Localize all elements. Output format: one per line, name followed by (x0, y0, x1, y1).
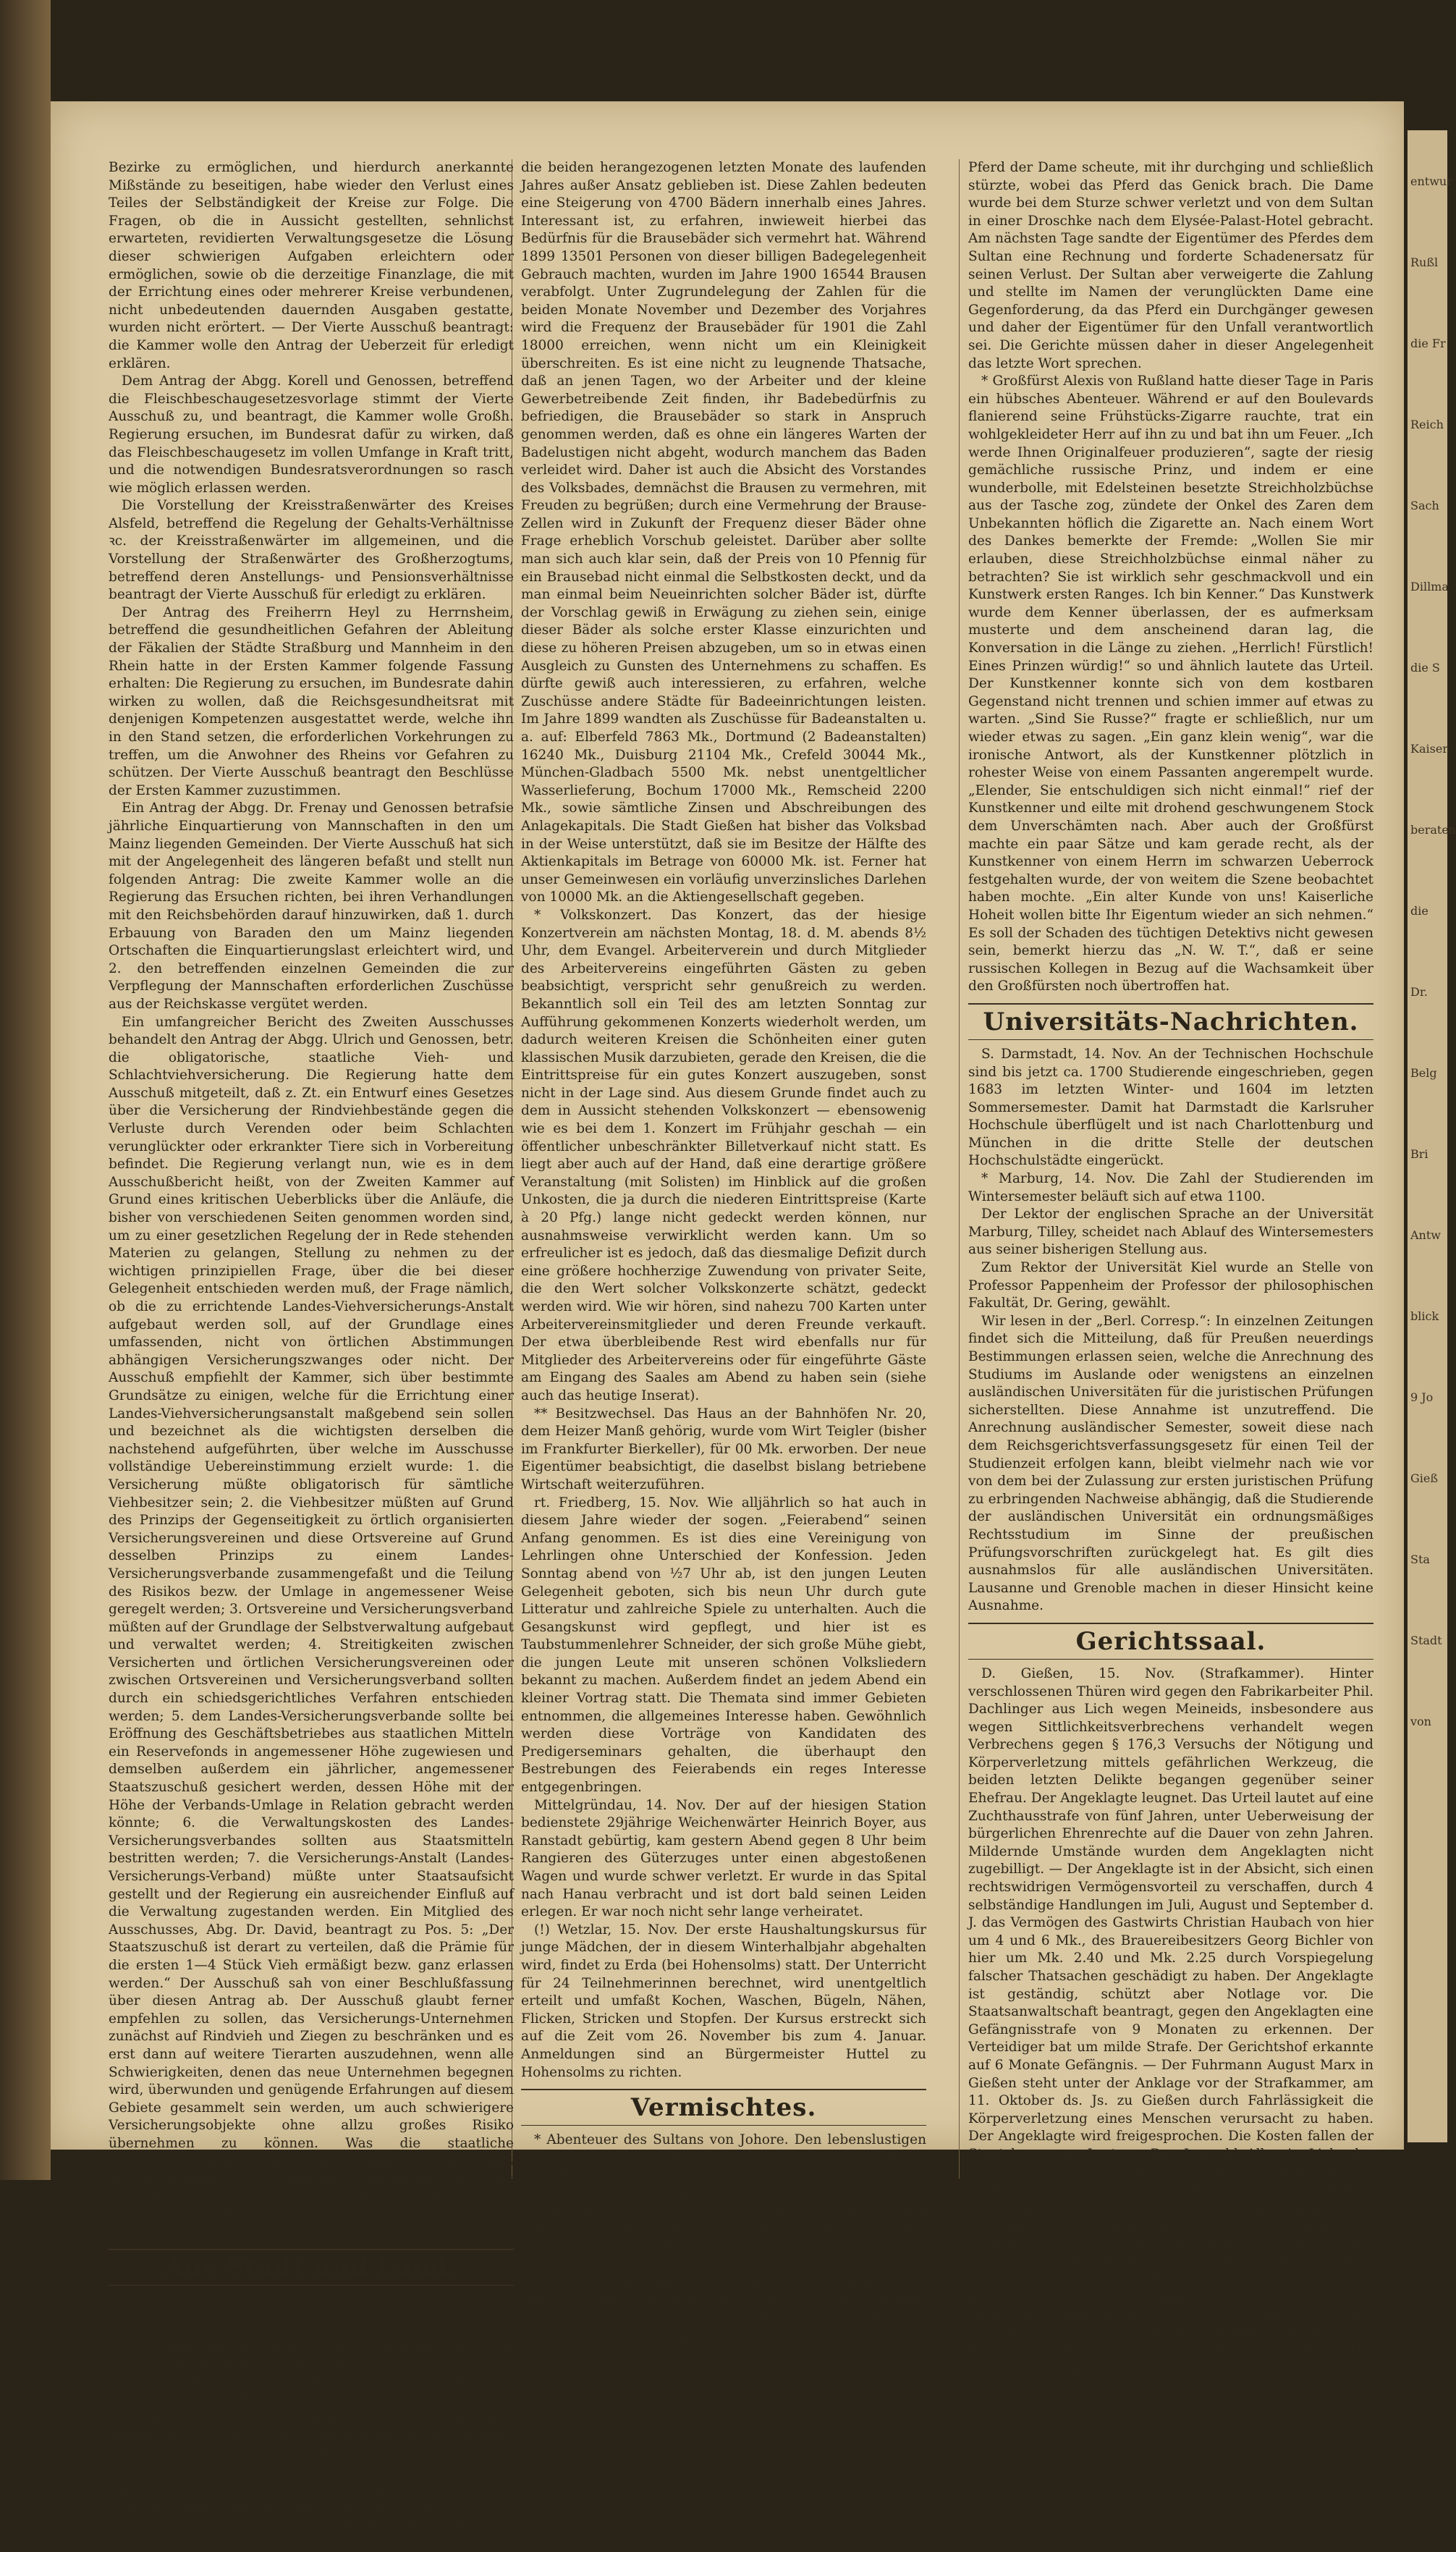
article-paragraph: Dem Antrag der Abgg. Korell und Genossen, betreffend die Fleischbeschaugesetzesvorlage stimmt der Vierte Ausschuß zu, und beantragt, die Kammer wolle Großh. Regierung ersuchen, im Bundesrat dafür zu wirken, daß das Fleischbeschaugesetz im vollen Umfange in Kraft tritt, und die notwendigen Bundesratsverordnungen so rasch wie möglich erlassen werden. (109, 373, 514, 496)
adjacent-page-fragment: die S (1410, 661, 1440, 675)
article-paragraph: die beiden herangezogenen letzten Monate des laufenden Jahres außer Ansatz geblieben ist. Diese Zahlen bedeuten eine Steigerung von 4700 Bädern innerhalb eines Jahres. Interessant ist, zu erfahren, inwieweit hierbei das Bedürfnis für die Brausebäder sich vermehrt hat. Während 1899 13501 Personen von dieser billigen Badegelegenheit Gebrauch machten, wurden im Jahre 1900 16544 Brausen verabfolgt. Unter Zugrundelegung der Zahlen für die beiden Monate November und Dezember des Vorjahres wird die Frequenz der Brausebäder für 1901 die Zahl 18000 erreichen, wenn nicht um ein Kleinigkeit überschreiten. Es ist eine nicht zu leugnende Thatsache, daß an jenen Tagen, wo der Arbeiter und der kleine Gewerbetreibende Zeit finden, ihr Badebedürfnis zu befriedigen, die Brausebäder so stark in Anspruch genommen werden, daß es ohne ein längeres Warten der Badelustigen nicht abgeht, wodurch manchem das Baden verleidet wird. Daher ist auch die Absicht des Vorstandes des Volksbades, demnächst die Brausen zu vermehren, mit Freuden zu begrüßen; durch eine Vermehrung der Brause-Zellen wird in Zukunft der Frequenz dieser Bäder ohne Frage erheblich Vorschub geleistet. Darüber aber sollte man sich auch klar sein, daß der Preis von 10 Pfennig für ein Brausebad nicht einmal die Selbstkosten deckt, und da man einmal beim Neueinrichten solcher Bäder ist, dürfte der Vorschlag gewiß in Erwägung zu ziehen sein, einige dieser Bäder als solche erster Klasse einzurichten und diese zu höheren Preisen abzugeben, um so in etwas einen Ausgleich zu Gunsten des Unternehmens zu schaffen. Es dürfte gewiß auch interessieren, zu erfahren, welche Zuschüsse andere Städte für Badeeinrichtungen leisten. Im Jahre 1899 wandten als Zuschüsse für Badeanstalten u. a. auf: Elberfeld 7863 Mk., Dortmund (2 Badeanstalten) 16240 Mk., Duisburg 21104 Mk., Crefeld 30044 Mk., München-Gladbach 5500 Mk. nebst unentgeltlicher Wasserlieferung, Bochum 17000 Mk., Remscheid 2200 Mk., sowie sämtliche Zinsen und Abschreibungen des Anlagekapitals. Die Stadt Gießen hat bisher das Volksbad in der Weise unterstützt, daß sie im Besitze der Hälfte des Aktienkapitals im Betrage von 60000 Mk. ist. Ferner hat unser Gemeinwesen ein vorläufig unverzinsliches Darlehen von 10000 Mk. an die Aktiengesellschaft gegeben. (521, 160, 926, 905)
article-paragraph: Wir lesen in der „Berl. Corresp.“: In einzelnen Zeitungen findet sich die Mitteilung, daß für Preußen neuerdings Bestimmungen erlassen seien, welche die Anrechnung des Studiums im Auslande oder wenigstens an einzelnen ausländischen Universitäten für die juristischen Prüfungen sicherstellten. Diese Annahme ist unzutreffend. Die Anrechnung ausländischer Semester, soweit diese nach dem Reichsgerichtsverfassungsgesetz für einen Teil der Studienzeit erfolgen kann, bleibt vielmehr nach wie vor von dem bei der Zulassung zur ersten juristischen Prüfung zu erbringenden Nachweise abhängig, daß die Studierende der ausländischen Universität ein ordnungsmäßiges Rechtsstudium im Sinne der preußischen Prüfungsvorschriften zurückgelegt hat. Es gilt dies ausnahmslos für alle ausländischen Universitäten. Lausanne und Grenoble machen in dieser Hinsicht keine Ausnahme. (968, 1313, 1374, 1614)
adjacent-page-fragment: Kaiser (1410, 742, 1448, 756)
adjacent-page-fragment: Stadt (1410, 1634, 1442, 1647)
article-paragraph: * Marburg, 14. Nov. Die Zahl der Studierenden im Wintersemester beläuft sich auf etwa 1100. (968, 1171, 1374, 1204)
article-paragraph: Ein Antrag der Abgg. Dr. Frenay und Genossen betrafsie jährliche Einquartierung von Mannschaften in den um Mainz liegenden Gemeinden. Der Vierte Ausschuß hat sich mit der Angelegenheit des längeren befaßt und stellt nun folgenden Antrag: Die zweite Kammer wolle an die Regierung das Ersuchen richten, bei ihren Verhandlungen mit den Reichsbehörden darauf hinzuwirken, daß 1. durch Erbauung von Baraden den um Mainz liegenden Ortschaften die Einquartierungslast erleichtert wird, und 2. den betreffenden einzelnen Gemeinden die zur Verpflegung der Mannschaften erforderlichen Zuschüsse aus der Reichskasse vergütet werden. (109, 800, 514, 1012)
adjacent-page-fragment: entwur (1410, 174, 1452, 188)
column-3 (968, 159, 1374, 2376)
column-2-articles (521, 159, 926, 2082)
adjacent-page-fragment: von (1410, 1715, 1431, 1728)
adjacent-page-fragment: 9 Jo (1410, 1390, 1434, 1404)
column-2 (521, 159, 926, 2344)
adjacent-page-fragment: Gieß (1410, 1471, 1439, 1485)
adjacent-page-edge (1408, 130, 1456, 2142)
section-title-local: Aus Stadt und Land. (109, 2249, 514, 2286)
adjacent-page-fragment: Bri (1410, 1147, 1429, 1161)
article-paragraph: Zum Rektor der Universität Kiel wurde an Stelle von Professor Pappenheim der Professor der philosophischen Fakultät, Dr. Gering, gewählt. (968, 1260, 1374, 1311)
column-1-articles (109, 159, 514, 2242)
article-paragraph: Bezirke zu ermöglichen, und hierdurch anerkannte Mißstände zu beseitigen, habe wieder den Verlust eines Teiles der Selbständigkeit der Kreise zur Folge. Die Fragen, ob die in Aussicht gestellten, sehnlichst erwarteten, revidierten Verwaltungsgesetze die Lösung dieser schwierigen Aufgaben erleichtern oder ermöglichen, sowie ob die derzeitige Finanzlage, die mit der Errichtung eines oder mehrerer Kreise verbundenen, nicht unbedeutenden dauernden Ausgaben gestatte, wurden nicht erörtert. — Der Vierte Ausschuß beantragt: die Kammer wolle den Antrag der Ueberzeit für erledigt erklären. (109, 160, 514, 371)
article-paragraph: (!) Wetzlar, 15. Nov. Der erste Haushaltungskursus für junge Mädchen, der in diesem Winterhalbjahr abgehalten wird, findet zu Erda (bei Hohensolms) statt. Der Unterricht für 24 Teilnehmerinnen berechnet, wird unentgeltlich erteilt und umfaßt Kochen, Waschen, Bügeln, Nähen, Flicken, Stricken und Stopfen. Der Kursus erstreckt sich auf die Zeit vom 26. November bis zum 4. Januar. Anmeldungen sind an Bürgermeister Huttel zu Hohensolms zu richten. (521, 1922, 926, 2080)
section-title-misc: Vermischtes. (521, 2089, 926, 2126)
adjacent-page-fragment: Rußl (1410, 255, 1439, 269)
adjacent-page-fragment: Antw (1410, 1228, 1441, 1242)
adjacent-page-fragment: Sach (1410, 499, 1439, 512)
column-1 (109, 159, 515, 2551)
adjacent-page-fragment: die (1410, 904, 1429, 918)
article-paragraph: rt. Friedberg, 15. Nov. Wie alljährlich so hat auch in diesem Jahre wieder der sogen. „Feierabend“ seinen Anfang genommen. Es ist dies eine Vereinigung von Lehrlingen ohne Unterschied der Konfession. Jeden Sonntag abend von ½7 Uhr ab, ist den jungen Leuten Gelegenheit geboten, sich bis neun Uhr durch gute Litteratur und zahlreiche Spiele zu unterhalten. Auch die Gesangskunst wird gepflegt, und hier ist es Taubstummenlehrer Schneider, der sich große Mühe giebt, die jungen Leute mit unseren schönen Volksliedern bekannt zu machen. Außerdem findet an jedem Abend ein kleiner Vortrag statt. Die Themata sind immer Gebieten entnommen, die allgemeines Interesse haben. Gewöhnlich werden diese Vorträge von Kandidaten des Predigerseminars gehalten, die überhaupt den Bestrebungen des Feierabends ein reges Interesse entgegenbringen. (521, 1495, 926, 1796)
article-paragraph: S. Darmstadt, 14. Nov. An der Technischen Hochschule sind bis jetzt ca. 1700 Studierende eingeschrieben, gegen 1683 im letzten Winter- und 1604 im letzten Sommersemester. Damit hat Darmstadt die Karlsruher Hochschule überflügelt und ist nach Charlottenburg und München in die dritte Stelle der deutschen Hochschulstädte eingerückt. (968, 1046, 1374, 1169)
article-paragraph: * Großfürst Alexis von Rußland hatte dieser Tage in Paris ein hübsches Abenteuer. Während er auf den Boulevards flanierend seine Frühstücks-Zigarre rauchte, trat ein wohlgekleideter Herr auf ihn zu und bat ihn um Feuer. „Ich werde Ihnen Originalfeuer produzieren“, sagte der riesig gemächliche russische Prinz, und indem er eine wunderbolle, mit Edelsteinen besetzte Streichholzbüchse aus der Tasche zog, zündete der Onkel des Zaren dem Unbekannten höflich die Zigarette an. Nach einem Wort des Dankes bemerkte der Fremde: „Wollen Sie mir erlauben, diese Streichholzbüchse einmal näher zu betrachten? Sie ist wirklich sehr geschmackvoll und ein Kunstwerk ersten Ranges. Ich bin Kenner.“ Das Kunstwerk wurde dem Kenner überlassen, der es aufmerksam musterte und dem anscheinend daran lag, die Konversation in die Länge zu ziehen. „Herrlich! Fürstlich! Eines Prinzen würdig!“ so und ähnlich lautete das Urteil. Der Kunstkenner konnte sich von dem kostbaren Gegenstand nicht trennen und schien immer auf etwas zu warten. „Sind Sie Russe?“ fragte er schließlich, nur um wieder etwas zu sagen. „Ein ganz klein wenig“, war die ironische Antwort, als der Kunstkenner plötzlich in rohester Weise von einem Passanten angerempelt wurde. „Elender, Sie entschuldigen sich nicht einmal!“ rief der Kunstkenner und eilte mit drohend geschwungenem Stock dem Unverschämten nach. Aber auch der Großfürst machte ein paar Sätze und kam gerade recht, als der Kunstkenner von einem Herrn im schwarzen Ueberrock festgehalten wurde, der von weitem die Szene beobachtet haben mochte. „Ein alter Kunde von uns! Kaiserliche Hoheit wollen bitte Ihr Eigentum wieder an sich nehmen.“ Es soll der Schaden des tüchtigen Detektivs nicht gewesen sein, bemerkt hierzu das „N. W. T.“, daß er seine russischen Kollegen in Bezug auf die Wachsamkeit über den Großfürsten noch übertroffen hat. (968, 373, 1374, 994)
adjacent-page-fragment: die Fr (1410, 337, 1446, 350)
section-title-court: Gerichtssaal. (968, 1623, 1374, 1660)
article-paragraph: Die Vorstellung der Kreisstraßenwärter des Kreises Alsfeld, betreffend die Regelung der Gehalts-Verhältnisse ꝛc. der Kreisstraßenwärter im allgemeinen, und die Vorstellung der Straßenwärter des Großherzogtums, betreffend deren Anstellungs- und Pensionsverhältnisse beantragt der Vierte Ausschuß für erledigt zu erklären. (109, 498, 514, 603)
article-paragraph: Ein umfangreicher Bericht des Zweiten Ausschusses behandelt den Antrag der Abgg. Ulrich und Genossen, betr. die obligatorische, staatliche Vieh- und Schlachtviehversicherung. Die Regierung hatte dem Ausschuß mitgeteilt, daß z. Zt. ein Entwurf eines Gesetzes über die Versicherung der Rindviehbestände gegen die Verluste durch Verenden oder beim Schlachten verunglückter oder erkrankter Tiere sich in Vorbereitung befindet. Die Regierung verlangt nun, wie es in dem Ausschußbericht heißt, von der Zweiten Kammer auf Grund eines kritischen Ueberblicks über die Anläufe, die bisher von verschiedenen Seiten genommen worden sind, um zu einer gesetzlichen Regelung der in Rede stehenden Materien zu gelangen, Stellung zu nehmen zu der wichtigen prinzipiellen Frage, über die bei dieser Gelegenheit entschieden werden muß, der Frage nämlich, ob die zu errichtende Landes-Viehversicherungs-Anstalt aufgebaut werden soll, auf der Grundlage eines umfassenden, nicht von örtlichen Abstimmungen abhängigen Versicherungszwanges oder nicht. Der Ausschuß empfiehlt der Kammer, sich über bestimmte Grundsätze zu einigen, welche für die Errichtung einer Landes-Viehversicherungsanstalt maßgebend sein sollen und bezeichnet als die wichtigsten derselben die nachstehend aufgeführten, über welche im Ausschusse vollständige Uebereinstimmung erzielt wurde: 1. die Versicherung müßte obligatorisch für sämtliche Viehbesitzer sein; 2. die Viehbesitzer müßten auf Grund des Prinzips der Gegenseitigkeit zu örtlich organisierten Versicherungsvereinen und diese Ortsvereine auf Grund desselben Prinzips zu einem Landes-Versicherungsverbande zusammengefaßt und die Teilung des Risikos bezw. der Umlage in angemessener Weise geregelt werden; 3. Ortsvereine und Versicherungsverband müßten auf der Grundlage der Selbstverwaltung aufgebaut und verwaltet werden; 4. Streitigkeiten zwischen Versicherten und örtlichen Versicherungsvereinen oder zwischen Ortsvereinen und Versicherungsverband sollten durch ein schiedsgerichtliches Verfahren entschieden werden; 5. dem Landes-Versicherungsverbande sollte bei Eröffnung des Geschäftsbetriebes aus staatlichen Mitteln ein Reservefonds in angemessener Höhe zugewiesen und demselben außerdem ein jährlicher, angemessener Staatszuschuß gesichert werden, dessen Höhe mit der Höhe der Verbands-Umlage in Relation gebracht werden könnte; 6. die Verwaltungskosten des Landes-Versicherungsverbandes sollten aus Staatsmitteln bestritten werden; 7. die Versicherungs-Anstalt (Landes-Versicherungs-Verband) müßte unter Staatsaufsicht gestellt und der Regierung ein ausreichender Einfluß auf die Verwaltung zugestanden werden. Ein Mitglied des Ausschusses, Abg. Dr. David, beantragt zu Pos. 5: „Der Staatszuschuß ist derart zu verteilen, daß die Prämie für die ersten 1—4 Stück Vieh ermäßigt bezw. ganz erlassen werden.“ Der Ausschuß sah von einer Beschlußfassung über diesen Antrag ab. Der Ausschuß glaubt ferner empfehlen zu sollen, das Versicherungs-Unternehmen zunächst auf Rindvieh und Ziegen zu beschränken und es erst dann auf weitere Tierarten auszudehnen, wenn alle Schwierigkeiten, denen das neue Unternehmen begegnen wird, überwunden und genügende Erfahrungen auf diesem Gebiete gesammelt sein werden, um auch schwierigere Versicherungsobjekte ohne allzu großes Risiko übernehmen zu können. Was die staatliche Schlachtviehversicherung betrifft, so hält es der Ausschuß für notwendig, diese Aufgabe gleichzeitig mit der Versicherung gegen Verluste zu lösen, welche durch Umstehen oder Notschlachtung von Rindvieh und Ziegen entstehen. (109, 1014, 515, 2240)
article-paragraph: Der Lektor der englischen Sprache an der Universität Marburg, Tilley, scheidet nach Ablauf des Wintersemesters aus seiner bisherigen Stellung aus. (968, 1207, 1374, 1258)
adjacent-page-fragment: Sta (1410, 1552, 1430, 1566)
article-paragraph: Pferd der Dame scheute, mit ihr durchging und schließlich stürzte, wobei das Pferd das Genick brach. Die Dame wurde bei dem Sturze schwer verletzt und von dem Sultan in einer Droschke nach dem Elysée-Palast-Hotel gebracht. Am nächsten Tage sandte der Eigentümer des Pferdes dem Sultan eine Rechnung und forderte Schadenersatz für seinen Verlust. Der Sultan aber verweigerte die Zahlung und stellte im Namen der verunglückten Dame eine Gegenforderung, da das Pferd ein Durchgänger gewesen und daher der Eigentümer für den Unfall verantwortlich sei. Die Gerichte müssen daher in dieser Angelegenheit das letzte Wort sprechen. (968, 160, 1374, 371)
article-paragraph: Mittelgründau, 14. Nov. Der auf der hiesigen Station bedienstete 29jährige Weichenwärter Heinrich Boyer, aus Ranstadt gebürtig, kam gestern Abend gegen 8 Uhr beim Rangieren des Güterzuges unter einen abgestoßenen Wagen und wurde schwer verletzt. Er wurde in das Spital nach Hanau verbracht und ist dort bald seinen Leiden erlegen. Er war noch nicht sehr lange verheiratet. (521, 1797, 926, 1920)
section-title-university: Universitäts-Nachrichten. (968, 1003, 1374, 1040)
section-note: Nachrichten von allgemeinem Interesse sind uns stets willkommen und werden angemessen honoriert. (158, 2291, 478, 2320)
adjacent-page-fragment: Dr. (1410, 985, 1428, 999)
adjacent-page-fragment: beraten (1410, 823, 1456, 837)
adjacent-page-fragment: Belg (1410, 1066, 1437, 1080)
dateline: Gießen, 16. November 1901. (200, 2321, 435, 2337)
article-court: D. Gießen, 15. Nov. (Strafkammer). Hinter verschlossenen Thüren wird gegen den Fabrikarbeiter Phil. Dachlinger aus Lich wegen Meineids, insbesondere aus wegen Sittlichkeitsverbrechens verhandelt wegen Verbrechens gegen § 176,3 Versuchs der Nötigung und Körperverletzung mittels gefährlichen Werkzeug, die beiden letzten Delikte begangen gegenüber seiner Ehefrau. Der Angeklagte leugnet. Das Urteil lautet auf eine Zuchthausstrafe von fünf Jahren, unter Ueberweisung der bürgerlichen Ehrenrechte auf die Dauer von zehn Jahren. Mildernde Umstände wurden dem Angeklagten nicht zugebilligt. — Der Angeklagte ist in der Absicht, sich einen rechtswidrigen Vermögensvorteil zu verschaffen, durch 4 selbständige Handlungen im Juli, August und September d. J. das Vermögen des Gastwirts Christian Haubach von hier um 4 und 6 Mk., des Brauereibesitzers Georg Bichler von hier um Mk. 2.40 und Mk. 2.25 durch Vorspiegelung falscher Thatsachen geschädigt zu haben. Der Angeklagte ist geständig, schützt aber Notlage vor. Die Staatsanwaltschaft beantragt, gegen den Angeklagten eine Gefängnisstrafe von 9 Monaten zu erkennen. Der Verteidiger bat um milde Strafe. Der Gerichtshof erkannte auf 6 Monate Gefängnis. — Der Fuhrmann August Marx in Gießen steht unter der Anklage vor der Strafkammer, am 11. Oktober ds. Js. zu Gießen durch Fahrlässigkeit die Körperverletzung eines Menschen verursacht zu haben. Der Angeklagte wird freigesprochen. Die Kosten fallen der Staatskasse zur Last. — Der Leopold Alles in Lich, der schon verschiedene Male nach dem fernen Amerika gefahren ist und Deutschland aus eigenen Mitteln verlassen hat, ist wiederum wegen Betrugs angeklagt. Er hat, um einen Großherzog, sowie die Befolgung des Amtsgerichts Lich und des dortigen Bürgermeisters Seller belästigt. Der Angeklagte leugnet jede Schuld. Er erklärt das ist unwahr, verschiedene Menschen, die ihm sein Ansehen im Auslande verschaffen hat, in Deutschland nicht zu finden vermag. Heute vor Gericht bedient er sich der hervorragenden Segnungen Amerikas und es mit Brief vom Kriege. Die Beweisaufnahme ergab seine Schuld. Die Staatsanwaltschaft (968, 1665, 1374, 2376)
adjacent-page-fragment: blick (1410, 1309, 1439, 1323)
binding-gutter (0, 0, 51, 2180)
adjacent-page-fragment: Reich (1410, 418, 1444, 431)
university-news (968, 1046, 1374, 1615)
article-paragraph: ** Besitzwechsel. Das Haus an der Bahnhöfen Nr. 20, dem Heizer Manß gehörig, wurde vom Wirt Teigler (bisher im Frankfurter Bierkeller), für 00 Mk. erworben. Der neue Eigentümer beabsichtigt, die daselbst bislang betriebene Wirtschaft weiterzuführen. (521, 1406, 926, 1492)
article-sultan: * Abenteuer des Sultans von Johore. Den lebenslustigen Sultan von Johore, der noch vor kurzem in Frankfurt geweilt (von dort soll er wegen eines höchst unerquicklichen Auftrittes während eines Wohltätigkeitsfestes, das im Zoologischen Garten stattfand, verschwunden sein. D. Red. d. Gieß. Anz.*) hat seine Vorliebe für schöne Frauen in Paris, wo er zur Zeit verweilt, in ein Abenteuer verwickelt. Mit einer jungen Dame seiner Bekanntschaft wollte er eine Spazierfahrt machen und hatte dazu die Pferde einem Leihstalle entnommen. Kaum waren sie in die Avenue du Bois de Boulogne eingebogen, als das (521, 2132, 926, 2344)
column-rule-2 (959, 159, 960, 2179)
article-paragraph: Der Antrag des Freiherrn Heyl zu Herrnsheim, betreffend die gesundheitlichen Gefahren der Ableitung der Fäkalien der Städte Straßburg und Mannheim in den Rhein hatte in der Ersten Kammer folgende Fassung erhalten: Die Regierung zu ersuchen, im Bundesrate dahin wirken zu wollen, daß die Reichsgesundheitsrat mit denjenigen Kompetenzen ausgestattet werde, welche ihn in den Stand setzen, die erforderlichen Vorkehrungen zu treffen, um die Anwohner des Rheins vor Gefahren zu schützen. Der Vierte Ausschuß beantragt den Beschlüsse der Ersten Kammer zuzustimmen. (109, 604, 514, 798)
article-paragraph: * Volkskonzert. Das Konzert, das der hiesige Konzertverein am nächsten Montag, 18. d. M. abends 8½ Uhr, dem Evangel. Arbeiterverein und durch Mitglieder des Arbeitervereins eingeführten Gästen zu geben beabsichtigt, verspricht sehr genußreich zu werden. Bekanntlich soll ein Teil des am letzten Sonntag zur Aufführung gekommenen Konzerts wiederholt werden, um dadurch weiteren Kreisen die Schönheiten einer guten klassischen Musik darzubieten, gerade den Kreisen, die die Eintrittspreise für ein gutes Konzert auszugeben, sonst nicht in der Lage sind. Aus diesem Grunde findet auch zu dem in Aussicht stehenden Volkskonzert — ebensowenig wie es bei dem 1. Konzert im Frühjahr geschah — ein öffentlicher unbeschränkter Billetverkauf nicht statt. Es liegt aber auch auf der Hand, daß eine derartige größere Veranstaltung (mit Solisten) im Hinblick auf die großen Unkosten, die ja durch die niederen Eintrittspreise (Karte à 20 Pfg.) lange nicht gedeckt werden können, nur ausnahmsweise verwirklicht werden kann. Um so erfreulicher ist es jedoch, daß das diesmalige Defizit durch eine größere hochherzige Zuwendung von privater Seite, die den Wert solcher Volkskonzerte schätzt, gedeckt werden wird. Wie wir hören, sind nahezu 700 Karten unter Arbeitervereinsmitglieder und deren Freunde verkauft. Der etwa überbleibende Rest wird ebenfalls nur für Mitglieder des Arbeitervereins oder für eingeführte Gäste am Eingang des Saales am Abend zu haben sein (siehe auch das heutige Inserat). (521, 907, 926, 1403)
column-3-articles (968, 159, 1374, 996)
adjacent-page-fragment: Dillma (1410, 580, 1449, 593)
article-volksbad: * Volksbad. Die Frequenz unseres Volksbades wird sich nach den bisher festgestellten Ergebnissen auch in diesem Jahre erheblich günstiger als im Vorjahre gestalten. — Während 1899 83914 Bäder abgegeben wurden, badeten im Jahre 1900 92141 Personen in der Anstalt. Bis zum Anfang dieses Monats wurden im Volksbad in diesem Jahre 83084 Bäder verabreicht. Rechnet man hierzu die Frequenz der Anstalt im Vorjahre für November mit 7420 Bädern und für Dezember mit 6325 Bädern, so würde sich schon zusammen für das Jahr 1901 96829 Bäder ergeben, wobei eine sicher zu erwartende Steigerung des Badebedürfnisses für (109, 2339, 514, 2551)
